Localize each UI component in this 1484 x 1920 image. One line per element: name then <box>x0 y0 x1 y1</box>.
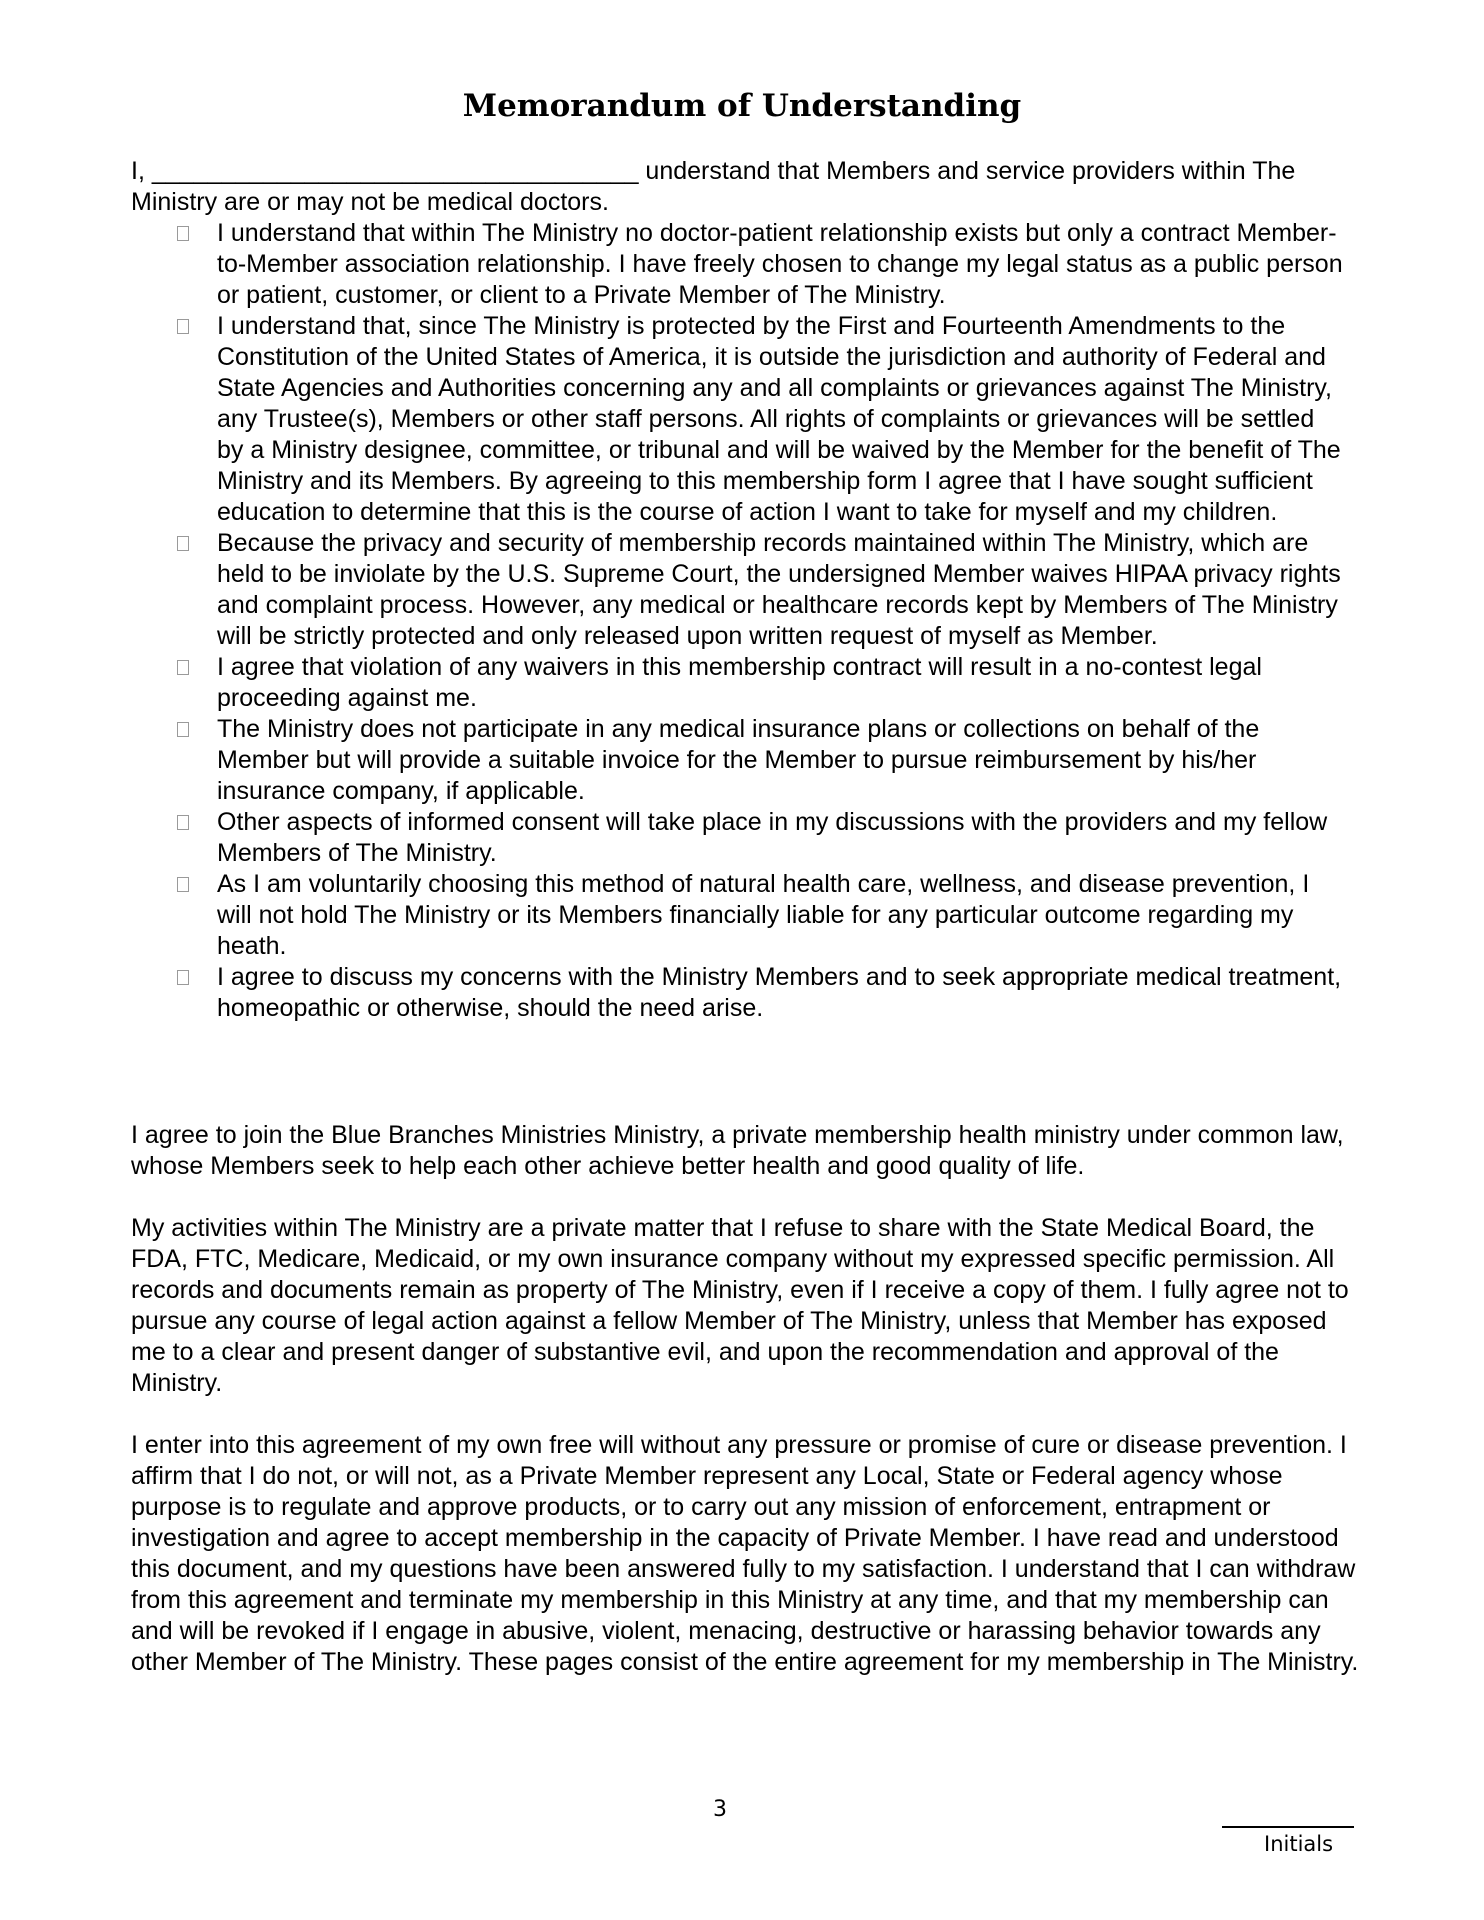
clause-text: I agree to discuss my concerns with the Ministry Members and to seek appropriate medical treatment, homeopathic or otherwise, should the need arise. <box>217 963 1342 1022</box>
agreement-paragraph: I enter into this agreement of my own free will without any pressure or promise of cure or disease prevention. I affirm that I do not, or will not, as a Private Member represent any Local, State or Federal agency whose purpose is to regulate and approve products, or to carry out any mission of enforcement, entrapment or investigation and agree to accept membership in the capacity of Private Member. I have read and understood this document, and my questions have been answered fully to my satisfaction. I understand that I can withdraw from this agreement and terminate my membership in this Ministry at any time, and that my membership can and will be revoked if I engage in abusive, violent, menacing, destructive or harassing behavior towards any other Member of The Ministry. These pages consist of the entire agreement for my membership in The Ministry. <box>131 1431 1359 1676</box>
clause-item <box>177 869 1347 962</box>
clause-item <box>177 962 1347 1024</box>
clause-text: The Ministry does not participate in any medical insurance plans or collections on behalf of the Member but will provide a suitable invoice for the Member to pursue reimbursement by his/her insurance company, if applicable. <box>217 715 1260 805</box>
clause-text: I agree that violation of any waivers in this membership contract will result in a no-contest legal proceeding against me. <box>217 653 1262 712</box>
clause-item <box>177 528 1347 652</box>
checkbox-icon <box>177 660 189 675</box>
initials-signature-line[interactable] <box>1222 1826 1354 1828</box>
privacy-paragraph: My activities within The Ministry are a private matter that I refuse to share with the State Medical Board, the FDA, FTC, Medicare, Medicaid, or my own insurance company without my expressed specific permission. All records and documents remain as property of The Ministry, even if I receive a copy of them. I fully agree not to pursue any course of legal action against a fellow Member of The Ministry, unless that Member has exposed me to a clear and present danger of substantive evil, and upon the recommendation and approval of the Ministry. <box>131 1214 1349 1397</box>
clause-text: I understand that within The Ministry no doctor-patient relationship exists but only a contract Member-to-Member association relationship. I have freely chosen to change my legal status as a public person or patient, customer, or client to a Private Member of The Ministry. <box>217 219 1343 309</box>
clause-text: Other aspects of informed consent will take place in my discussions with the providers and my fellow Members of The Ministry. <box>217 808 1328 867</box>
membership-paragraph: I agree to join the Blue Branches Ministries Ministry, a private membership health ministry under common law, whose Members seek to help each other achieve better health and good quality of life. <box>131 1121 1344 1180</box>
checkbox-icon <box>177 815 189 830</box>
checkbox-icon <box>177 722 189 737</box>
clause-text: I understand that, since The Ministry is protected by the First and Fourteenth Amendments to the Constitution of the United States of America, it is outside the jurisdiction and authority of Federal and State Agencies and Authorities concerning any and all complaints or grievances against The Ministry, any Trustee(s), Members or other staff persons. All rights of complaints or grievances will be settled by a Ministry designee, committee, or tribunal and will be waived by the Member for the benefit of The Ministry and its Members. By agreeing to this membership form I agree that I have sought sufficient education to determine that this is the course of action I want to take for myself and my children. <box>217 312 1341 526</box>
initials-label: Initials <box>1264 1832 1334 1856</box>
clause-text: Because the privacy and security of membership records maintained within The Ministry, which are held to be inviolate by the U.S. Supreme Court, the undersigned Member waives HIPAA privacy rights and complaint process. However, any medical or healthcare records kept by Members of The Ministry will be strictly protected and only released upon written request of myself as Member. <box>217 529 1341 650</box>
checkbox-icon <box>177 226 189 241</box>
checkbox-icon <box>177 970 189 985</box>
clause-list <box>177 218 1347 1024</box>
clause-item <box>177 218 1347 311</box>
page-number: 3 <box>713 1797 727 1822</box>
clause-item <box>177 714 1347 807</box>
clause-text: As I am voluntarily choosing this method of natural health care, wellness, and disease prevention, I will not hold The Ministry or its Members financially liable for any particular outcome regarding my heath. <box>217 870 1310 960</box>
checkbox-icon <box>177 536 189 551</box>
clause-item <box>177 807 1347 869</box>
checkbox-icon <box>177 319 189 334</box>
checkbox-icon <box>177 877 189 892</box>
page-title: Memorandum of Understanding <box>462 88 1022 124</box>
clause-item <box>177 652 1347 714</box>
intro-statement: I, ___________________________________ understand that Members and service providers within The Ministry are or may not be medical doctors. <box>131 157 1303 216</box>
clause-item <box>177 311 1347 528</box>
